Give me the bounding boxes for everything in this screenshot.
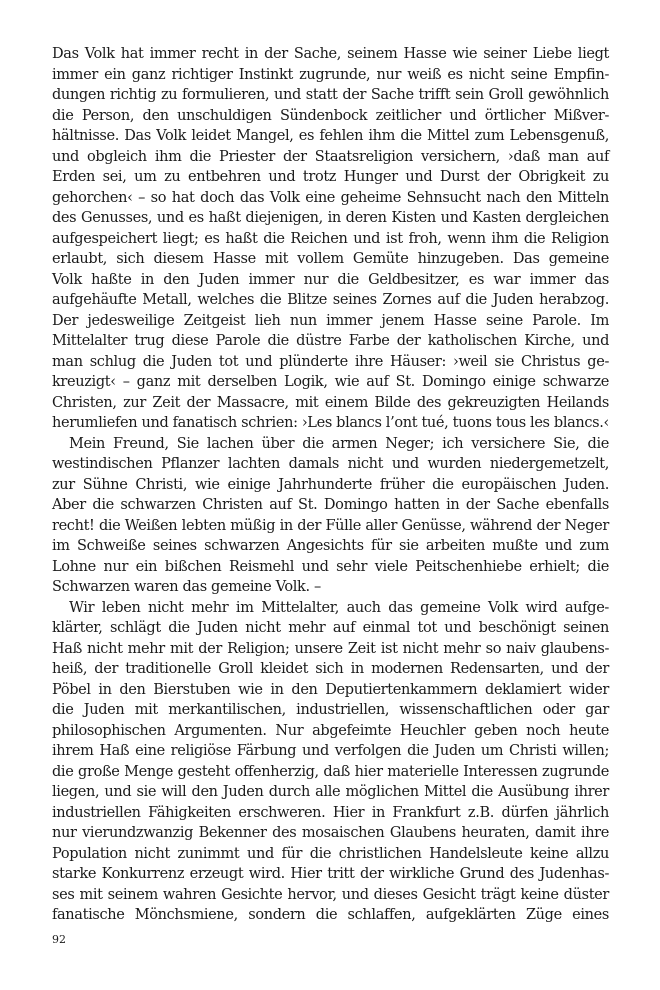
text-line: im Schweiße seines schwarzen Angesichts für sie arbeiten mußte und zum — [52, 538, 609, 554]
text-line: erlaubt, sich diesem Hasse mit vollem Gemüte hinzugeben. Das gemeine — [52, 251, 609, 267]
text-line: Population nicht zunimmt und für die christlichen Handelsleute keine allzu — [52, 845, 609, 862]
text-line: Der jedesweilige Zeitgeist lieh nun immer jenem Hasse seine Parole. Im — [52, 312, 609, 329]
text-line: Mein Freund, Sie lachen über die armen Neger; ich versichere Sie, die — [69, 435, 609, 452]
text-line: gehorchen‹ – so hat doch das Volk eine geheime Sehnsucht nach den Mitteln — [52, 189, 609, 206]
page-body — [52, 44, 609, 926]
text-line: dungen richtig zu formulieren, und statt der Sache trifft sein Groll gewöhnlich — [52, 87, 609, 103]
text-line: die Juden mit merkantilischen, industriellen, wissenschaftlichen oder gar — [52, 702, 609, 718]
text-line: kreuzigt‹ – ganz mit derselben Logik, wie auf St. Domingo einige schwarze — [52, 374, 609, 390]
text-line: Schwarzen waren das gemeine Volk. – — [52, 579, 321, 595]
text-line: starke Konkurrenz erzeugt wird. Hier tritt der wirkliche Grund des Judenhas- — [52, 866, 609, 882]
text-line: Lohne nur ein bißchen Reismehl und sehr viele Peitschenhiebe erhielt; die — [52, 558, 609, 575]
text-line: man schlug die Juden tot und plünderte ihre Häuser: ›weil sie Christus ge- — [52, 353, 609, 370]
text-line: und obgleich ihm die Priester der Staatsreligion versichern, ›daß man auf — [52, 148, 609, 165]
page-number: 92 — [52, 933, 66, 946]
text-line: klärter, schlägt die Juden nicht mehr auf einmal tot und beschönigt seinen — [52, 620, 609, 636]
text-line: hältnisse. Das Volk leidet Mangel, es fehlen ihm die Mittel zum Lebensgenuß, — [52, 128, 609, 144]
text-line: herumliefen und fanatisch schrien: ›Les blancs l’ont tué, tuons tous les blancs.‹ — [52, 415, 609, 431]
text-line: immer ein ganz richtiger Instinkt zugrunde, nur weiß es nicht seine Empfin- — [52, 66, 609, 83]
text-line: zur Sühne Christi, wie einige Jahrhunderte früher die europäischen Juden. — [52, 476, 609, 493]
text-line: industriellen Fähigkeiten erschweren. Hier in Frankfurt z.B. dürfen jährlich — [52, 804, 609, 821]
text-line: recht! die Weißen lebten müßig in der Fülle aller Genüsse, während der Neger — [52, 517, 609, 534]
text-line: Haß nicht mehr mit der Religion; unsere Zeit ist nicht mehr so naiv glaubens- — [52, 640, 609, 657]
text-line: ses mit seinem wahren Gesichte hervor, und dieses Gesicht trägt keine düster — [52, 886, 609, 903]
text-line: aufgehäufte Metall, welches die Blitze seines Zornes auf die Juden herabzog. — [52, 292, 609, 308]
text-line: nur vierundzwanzig Bekenner des mosaischen Glaubens heuraten, damit ihre — [52, 825, 609, 841]
text-line: Das Volk hat immer recht in der Sache, seinem Hasse wie seiner Liebe liegt — [52, 46, 609, 62]
text-line: heiß, der traditionelle Groll kleidet sich in modernen Redensarten, und der — [52, 661, 609, 677]
text-line: fanatische Mönchsmiene, sondern die schlaffen, aufgeklärten Züge eines — [52, 907, 609, 923]
text-line: Volk haßte in den Juden immer nur die Geldbesitzer, es war immer das — [52, 271, 609, 288]
text-line: aufgespeichert liegt; es haßt die Reichen und ist froh, wenn ihm die Religion — [52, 230, 609, 247]
text-line: des Genusses, und es haßt diejenigen, in deren Kisten und Kasten dergleichen — [52, 210, 609, 226]
text-line: die Person, den unschuldigen Sündenbock zeitlicher und örtlicher Mißver- — [52, 107, 609, 124]
text-line: Christen, zur Zeit der Massacre, mit einem Bilde des gekreuzigten Heilands — [52, 394, 609, 411]
text-line: Aber die schwarzen Christen auf St. Domingo hatten in der Sache ebenfalls — [52, 497, 609, 513]
text-line: Pöbel in den Bierstuben wie in den Deputiertenkammern deklamiert wider — [52, 681, 609, 698]
text-line: ihrem Haß eine religiöse Färbung und verfolgen die Juden um Christi willen; — [52, 743, 609, 759]
text-line: Mittelalter trug diese Parole die düstre Farbe der katholischen Kirche, und — [52, 333, 609, 349]
text-line: liegen, und sie will den Juden durch alle möglichen Mittel die Ausübung ihrer — [52, 784, 609, 800]
text-line: westindischen Pflanzer lachten damals nicht und wurden niedergemetzelt, — [52, 456, 609, 472]
text-line: die große Menge gesteht offenherzig, daß hier materielle Interessen zugrunde — [52, 763, 609, 780]
text-line: Erden sei, um zu entbehren und trotz Hunger und Durst der Obrigkeit zu — [52, 169, 609, 185]
text-line: philosophischen Argumenten. Nur abgefeimte Heuchler geben noch heute — [52, 722, 609, 739]
text-line: Wir leben nicht mehr im Mittelalter, auch das gemeine Volk wird aufge- — [69, 599, 609, 616]
